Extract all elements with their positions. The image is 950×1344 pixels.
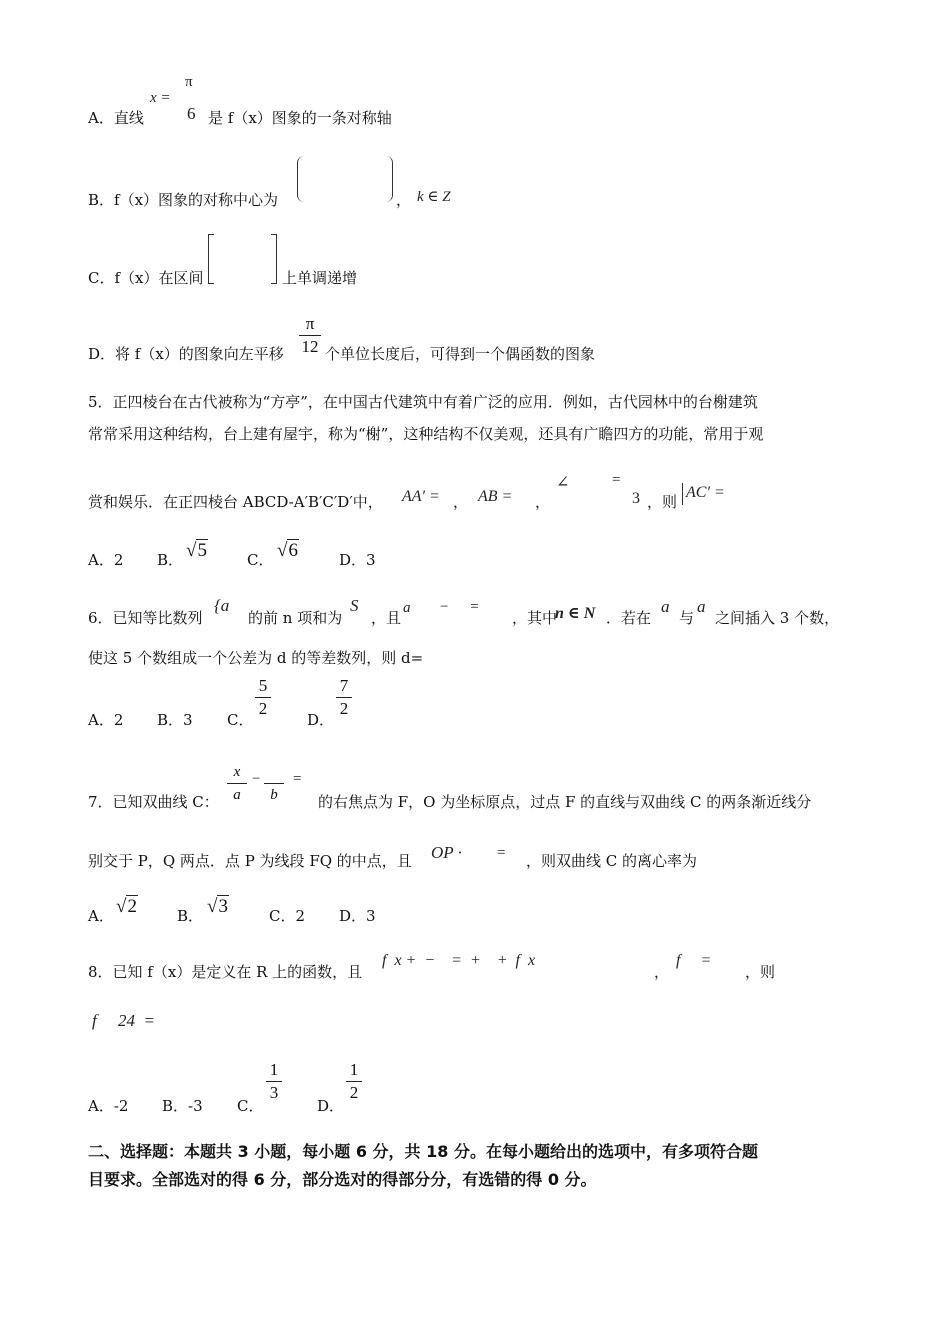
q4-c-bracket-right	[271, 234, 277, 284]
q5-angle: ∠	[556, 474, 570, 491]
q7-option-a-sqrt: √2	[116, 896, 137, 917]
q7-option-b-radicand: 3	[218, 896, 228, 917]
q7-op: OP ·	[431, 843, 462, 862]
q7-x-over-a	[227, 762, 247, 805]
q5-line2: 常常采用这种结构，台上建有屋宇，称为“榭”，这种结构不仅美观，还具有广瞻四方的功能，常用于观	[88, 425, 764, 443]
q6-mid4: ．若在	[606, 609, 652, 627]
q5-option-b-sqrt: √5	[186, 540, 207, 561]
q4-d-suffix: 个单位长度后，可得到一个偶函数的图象	[325, 345, 596, 363]
q5-option-b: B．	[157, 551, 184, 569]
q7-eq: =	[293, 771, 302, 787]
q6-option-d: D．	[307, 711, 335, 729]
q7-y-over-b	[264, 762, 284, 805]
q5-aa: AA′ =	[402, 488, 440, 505]
q6-n-in-n: n ∈ N	[555, 605, 596, 622]
q7-line1-prefix: 7．已知双曲线 C：	[88, 793, 219, 811]
q6-option-b: B．3	[157, 711, 193, 729]
section-2-line1: 二、选择题：本题共 3 小题，每小题 6 分，共 18 分。在每小题给出的选项中，有多项符合题	[88, 1142, 758, 1161]
q6-s: S	[350, 596, 359, 615]
q4-b-paren-right	[386, 156, 393, 202]
q8-option-d-fraction	[346, 1060, 362, 1103]
q4-a-frac-top: π	[185, 74, 193, 90]
fraction-bar	[255, 697, 271, 698]
q6-line2: 使这 5 个数组成一个公差为 d 的等差数列，则 d=	[88, 649, 424, 667]
q7-option-a: A．	[88, 907, 114, 925]
q6-a-expr: a	[403, 600, 411, 616]
q5-option-c-sqrt: √6	[277, 540, 298, 561]
q4-d-fraction	[299, 314, 321, 357]
q5-abs-left	[682, 483, 683, 505]
q5-line3-prefix: 赏和娱乐．在正四棱台 ABCD-A′B′C′D′中，	[88, 493, 383, 511]
q6-option-c: C．	[227, 711, 254, 729]
q7-line1-suffix: 的右焦点为 F，O 为坐标原点，过点 F 的直线与双曲线 C 的两条渐近线分	[318, 793, 812, 811]
q8-option-c-fraction	[266, 1060, 282, 1103]
q5-ab: AB =	[478, 488, 513, 505]
fraction-bar	[299, 335, 321, 336]
q8-d-numerator: 1	[349, 1060, 359, 1079]
q5-then: ，则	[647, 493, 678, 511]
fraction-bar	[227, 783, 247, 784]
q5-line1: 5．正四棱台在古代被称为“方亭”，在中国古代建筑中有着广泛的应用．例如，古代园林中的台榭建筑	[88, 393, 758, 411]
q5-option-d: D．3	[339, 551, 376, 569]
q6-eq: − =	[440, 599, 479, 615]
q5-comma2: ，	[535, 493, 551, 511]
q5-option-b-radicand: 5	[197, 540, 207, 561]
q4-c-suffix: 上单调递增	[282, 269, 358, 287]
q6-line1-prefix: 6．已知等比数列	[88, 609, 203, 627]
q7-option-c: C．2	[269, 907, 306, 925]
q4-b-paren-left	[297, 156, 304, 202]
q8-option-b: B．-3	[162, 1097, 203, 1115]
q4-a-suffix: 是 f（x）图象的一条对称轴	[208, 109, 392, 127]
q5-ac: AC′ =	[686, 484, 725, 501]
q8-c-denominator: 3	[269, 1083, 279, 1102]
q8-expr1: f x + − = + + f x	[382, 952, 536, 969]
q4-c-bracket-left	[208, 234, 214, 284]
q6-option-c-fraction	[255, 676, 271, 719]
q8-option-c: C．	[237, 1097, 264, 1115]
q5-comma1: ，	[453, 493, 469, 511]
q6-option-d-fraction	[336, 676, 352, 719]
q8-option-d: D．	[317, 1097, 345, 1115]
q7-line2-suffix: ，则双曲线 C 的离心率为	[526, 852, 698, 870]
fraction-bar	[346, 1081, 362, 1082]
q6-c-numerator: 5	[258, 676, 268, 695]
q7-a: a	[233, 787, 241, 803]
q6-tail: 之间插入 3 个数，	[715, 609, 840, 627]
q6-yu: 与	[679, 609, 695, 627]
q8-comma: ，	[654, 963, 670, 981]
q7-option-d: D．3	[339, 907, 376, 925]
q4-c-prefix: C．f（x）在区间	[88, 269, 204, 287]
q5-eq: =	[612, 472, 621, 488]
q7-option-b-sqrt: √3	[207, 896, 228, 917]
fraction-bar	[336, 697, 352, 698]
q7-eq2: =	[497, 845, 506, 861]
q4-a-prefix: A．直线	[88, 109, 144, 127]
q5-option-a: A．2	[88, 551, 124, 569]
q4-a-frac-bot: 6	[187, 104, 196, 123]
q8-then: ，则	[745, 963, 776, 981]
section-2-line2: 目要求。全部选对的得 6 分，部分选对的得部分分，有选错的得 0 分。	[88, 1170, 597, 1189]
q8-c-numerator: 1	[269, 1060, 279, 1079]
q4-b-k-in-z: k ∈ Z	[417, 189, 451, 205]
q4-d-frac-bot: 12	[301, 337, 319, 356]
q6-d-numerator: 7	[339, 676, 349, 695]
q5-option-c: C．	[247, 551, 274, 569]
q5-option-c-radicand: 6	[288, 540, 298, 561]
q4-a-eq-x: x =	[150, 90, 171, 106]
q6-a-first: a	[661, 597, 670, 616]
q7-minus: −	[252, 771, 261, 787]
q5-three: 3	[632, 490, 640, 507]
q4-d-prefix: D．将 f（x）的图象向左平移	[88, 345, 284, 363]
q7-option-a-radicand: 2	[127, 896, 137, 917]
q6-mid2: ，且	[371, 609, 402, 627]
q7-b: b	[270, 787, 278, 803]
q8-d-denominator: 2	[349, 1083, 359, 1102]
q6-mid1: 的前 n 项和为	[248, 609, 343, 627]
fraction-bar	[264, 783, 284, 784]
q7-option-b: B．	[177, 907, 204, 925]
q7-x: x	[233, 764, 241, 780]
q8-line2: f 24 =	[92, 1011, 155, 1030]
q7-line2-prefix: 别交于 P，Q 两点．点 P 为线段 FQ 的中点，且	[88, 852, 412, 870]
q4-d-frac-top: π	[305, 314, 315, 333]
q4-b-comma: ，	[396, 191, 412, 209]
q6-mid3: ，其中	[512, 609, 558, 627]
q6-a-second: a	[697, 597, 706, 616]
q6-d-denominator: 2	[339, 699, 349, 718]
q6-option-a: A．2	[88, 711, 124, 729]
q4-b-prefix: B．f（x）图象的对称中心为	[88, 191, 279, 209]
q6-c-denominator: 2	[258, 699, 268, 718]
q8-line1-prefix: 8．已知 f（x）是定义在 R 上的函数，且	[88, 963, 363, 981]
q6-brace-a: {a	[214, 596, 230, 615]
fraction-bar	[266, 1081, 282, 1082]
q8-option-a: A．-2	[88, 1097, 129, 1115]
q8-expr2: f =	[676, 952, 712, 969]
